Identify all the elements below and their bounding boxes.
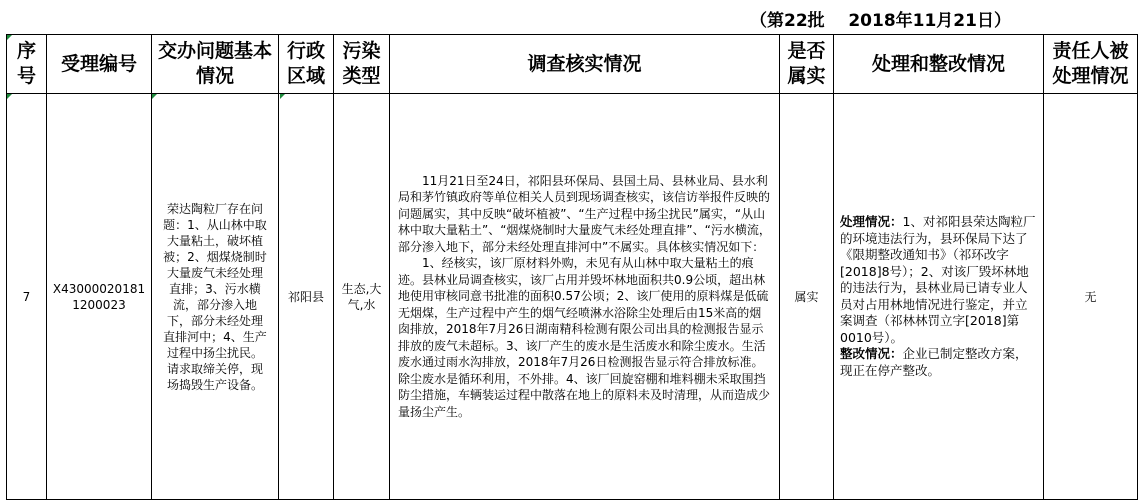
header-investigation: 调查核实情况 — [390, 35, 780, 94]
batch-date-line: （第22批 2018年11月21日） — [750, 11, 1011, 31]
header-pollution-type: 污染类型 — [334, 35, 390, 94]
cell-handling — [834, 94, 1044, 500]
handling-text: 1、对祁阳县荣达陶粒厂的环境违法行为，县环保局下达了《限期整改通知书》（祁环改字[2018]8号）；2、对该厂毁坏林地的违法行为，县林业局已请专业人员对占用林地情况进行鉴定，并立案调查（祁林林罚立字[2018]第0010号）。 — [840, 214, 1036, 345]
header-problem: 交办问题基本情况 — [152, 35, 279, 94]
header-acceptance-no: 受理编号 — [47, 35, 152, 94]
cell-problem: 荣达陶粒厂存在问题：1、从山林中取大量粘土，破坏植被；2、烟煤烧制时大量废气未经处理直排；3、污水横流，部分渗入地下，部分未经处理直排河中；4、生产过程中扬尘扰民。请求取缔关停，现场捣毁生产设备。 — [152, 94, 279, 500]
cell-comment-marker — [7, 94, 12, 99]
cell-comment-marker — [152, 94, 157, 99]
header-handling: 处理和整改情况 — [834, 35, 1044, 94]
cell-accountability: 无 — [1044, 94, 1138, 500]
table-row — [7, 94, 1138, 500]
cell-seq: 7 — [7, 94, 47, 500]
rectify-paragraph — [840, 346, 1037, 379]
handling-paragraph — [840, 214, 1037, 346]
header-accountability: 责任人被处理情况 — [1044, 35, 1138, 94]
cell-region: 祁阳县 — [279, 94, 334, 500]
complaint-table — [6, 34, 1138, 500]
cell-is-true: 属实 — [780, 94, 834, 500]
header-row — [7, 35, 1138, 94]
handling-label: 处理情况： — [840, 214, 903, 229]
cell-pollution-type: 生态,大气,水 — [334, 94, 390, 500]
investigation-paragraph-2: 1、经核实，该厂原材料外购，未见有从山林中取大量粘土的痕迹。县林业局调查核实，该厂占用并毁坏林地面积共0.9公顷，超出林地使用审核同意书批准的面积0.57公顷；2、该厂使用的原料煤是低硫无烟煤，生产过程中产生的烟气经喷淋水浴除尘处理后由15米高的烟囱排放，2018年7月26日湖南精科检测有限公司出具的检测报告显示排放的废气未超标。3、该厂产生的废水是生活废水和除尘废水。生活废水通过雨水沟排放，2018年7月26日检测报告显示符合排放标准。除尘废水是循环利用，不外排。4、该厂回旋窑棚和堆料棚未采取围挡防尘措施，车辆装运过程中散落在地上的原料未及时清理，从而造成少量扬尘产生。 — [398, 256, 771, 419]
cell-acceptance-no: X430000201811200023 — [47, 94, 152, 500]
header-seq: 序号 — [7, 35, 47, 94]
rectify-text: 企业已制定整改方案，现正在停产整改。 — [840, 346, 1028, 378]
cell-comment-marker — [7, 35, 12, 40]
rectify-label: 整改情况： — [840, 346, 903, 361]
cell-comment-marker — [280, 94, 285, 99]
cell-investigation — [390, 94, 780, 500]
header-is-true: 是否属实 — [780, 35, 834, 94]
header-region: 行政区域 — [279, 35, 334, 94]
investigation-paragraph-1: 11月21日至24日，祁阳县环保局、县国土局、县林业局、县水利局和茅竹镇政府等单位相关人员到现场调查核实，该信访举报件反映的问题属实，其中反映“破坏植被”、“生产过程中扬尘扰民”属实，“从山林中取大量粘土”、“烟煤烧制时大量废气未经处理直排”、“污水横流，部分渗入地下，部分未经处理直排河中”不属实。具体核实情况如下： — [398, 173, 771, 254]
